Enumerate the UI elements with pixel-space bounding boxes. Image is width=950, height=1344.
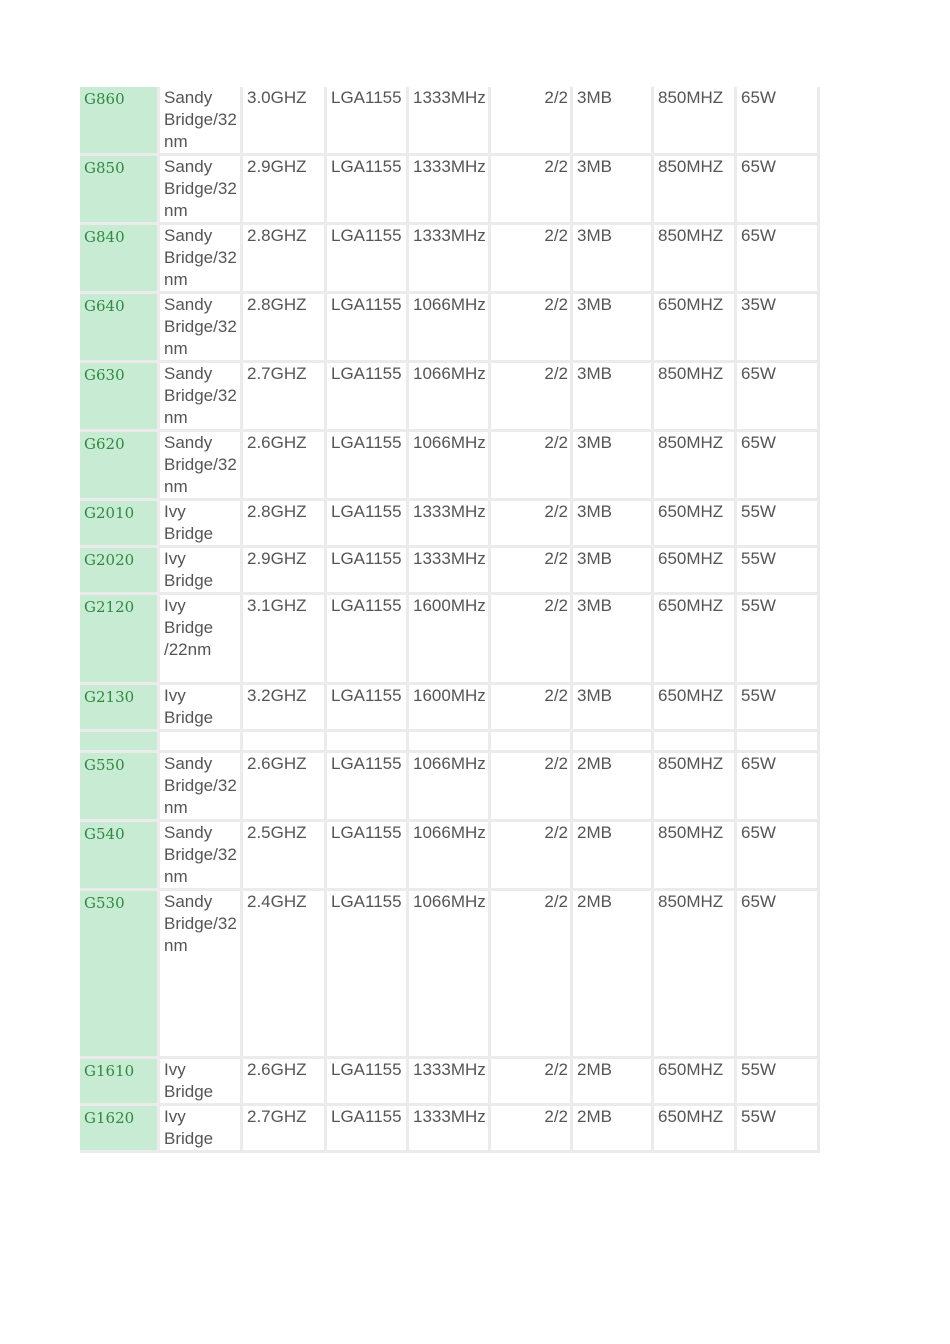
arch-line: Bridge bbox=[164, 571, 214, 590]
cell-gpu: 850MHZ bbox=[654, 432, 737, 501]
cell-gpu: 650MHZ bbox=[654, 1106, 737, 1153]
cell-freq: 2.8GHZ bbox=[243, 294, 327, 363]
cell-mem: 1333MHz bbox=[409, 1059, 491, 1106]
arch-line: /22nm bbox=[164, 640, 212, 659]
arch-line: Bridge bbox=[164, 1082, 214, 1101]
cell-mem: 1333MHz bbox=[409, 501, 491, 548]
cell-freq: 3.2GHZ bbox=[243, 685, 327, 732]
cell-cache: 2MB bbox=[573, 822, 654, 891]
cell-cores: 2/2 bbox=[491, 87, 573, 156]
cell-freq: 2.9GHZ bbox=[243, 156, 327, 225]
arch-line: Sandy bbox=[164, 157, 213, 176]
cell-cache: 3MB bbox=[573, 432, 654, 501]
cell-model: G850 bbox=[80, 156, 160, 225]
arch-line: Sandy bbox=[164, 364, 213, 383]
cell-arch bbox=[160, 732, 243, 753]
cell-cores: 2/2 bbox=[491, 753, 573, 822]
table-row bbox=[80, 685, 820, 732]
cell-socket: LGA1155 bbox=[327, 294, 409, 363]
table-row bbox=[80, 548, 820, 595]
cell-tdp: 55W bbox=[737, 501, 820, 548]
cell-tdp: 65W bbox=[737, 753, 820, 822]
cell-tdp: 65W bbox=[737, 225, 820, 294]
cell-gpu: 850MHZ bbox=[654, 753, 737, 822]
cell-mem: 1066MHz bbox=[409, 432, 491, 501]
cell-socket: LGA1155 bbox=[327, 87, 409, 156]
cell-freq: 2.8GHZ bbox=[243, 225, 327, 294]
cell-mem: 1066MHz bbox=[409, 822, 491, 891]
cell-mem: 1333MHz bbox=[409, 87, 491, 156]
cell-arch bbox=[160, 891, 243, 1059]
table-row bbox=[80, 225, 820, 294]
cell-freq: 2.6GHZ bbox=[243, 1059, 327, 1106]
arch-line: Sandy bbox=[164, 295, 213, 314]
cell-cache: 3MB bbox=[573, 156, 654, 225]
cell-model: G840 bbox=[80, 225, 160, 294]
cell-freq: 2.5GHZ bbox=[243, 822, 327, 891]
arch-line: Sandy bbox=[164, 754, 213, 773]
cell-freq bbox=[243, 732, 327, 753]
cell-gpu: 850MHZ bbox=[654, 225, 737, 294]
cell-gpu: 650MHZ bbox=[654, 685, 737, 732]
cell-cores: 2/2 bbox=[491, 1106, 573, 1153]
cell-tdp: 65W bbox=[737, 363, 820, 432]
cell-mem: 1333MHz bbox=[409, 548, 491, 595]
cell-socket: LGA1155 bbox=[327, 1059, 409, 1106]
table-row bbox=[80, 822, 820, 891]
cell-cores: 2/2 bbox=[491, 891, 573, 1059]
table-row bbox=[80, 87, 820, 156]
arch-line: nm bbox=[164, 936, 188, 955]
cell-socket: LGA1155 bbox=[327, 822, 409, 891]
arch-line: Ivy bbox=[164, 686, 186, 705]
arch-line: Bridge/32 bbox=[164, 110, 237, 129]
cell-cache: 3MB bbox=[573, 685, 654, 732]
cell-model bbox=[80, 732, 160, 753]
cell-tdp: 55W bbox=[737, 685, 820, 732]
cell-cores: 2/2 bbox=[491, 822, 573, 891]
cell-tdp: 55W bbox=[737, 1059, 820, 1106]
arch-line: Ivy bbox=[164, 596, 186, 615]
cell-gpu: 650MHZ bbox=[654, 294, 737, 363]
cell-cache: 3MB bbox=[573, 501, 654, 548]
arch-line: Bridge/32 bbox=[164, 455, 237, 474]
cell-mem bbox=[409, 732, 491, 753]
arch-line: Bridge/32 bbox=[164, 386, 237, 405]
cell-freq: 2.6GHZ bbox=[243, 753, 327, 822]
cell-freq: 2.6GHZ bbox=[243, 432, 327, 501]
cell-arch bbox=[160, 1059, 243, 1106]
arch-line: Bridge bbox=[164, 618, 214, 637]
arch-line: nm bbox=[164, 270, 188, 289]
arch-line: nm bbox=[164, 339, 188, 358]
cell-model: G1620 bbox=[80, 1106, 160, 1153]
cell-cores: 2/2 bbox=[491, 548, 573, 595]
cell-freq: 2.7GHZ bbox=[243, 363, 327, 432]
cell-socket: LGA1155 bbox=[327, 225, 409, 294]
cell-cache: 3MB bbox=[573, 294, 654, 363]
cell-gpu: 650MHZ bbox=[654, 548, 737, 595]
cell-arch bbox=[160, 294, 243, 363]
cell-model: G630 bbox=[80, 363, 160, 432]
cell-cache: 2MB bbox=[573, 1059, 654, 1106]
table-row bbox=[80, 294, 820, 363]
arch-line: Sandy bbox=[164, 892, 213, 911]
cell-model: G860 bbox=[80, 87, 160, 156]
table-row bbox=[80, 156, 820, 225]
cell-arch bbox=[160, 753, 243, 822]
cell-cores: 2/2 bbox=[491, 156, 573, 225]
cell-cores: 2/2 bbox=[491, 225, 573, 294]
cell-cores bbox=[491, 732, 573, 753]
cell-gpu: 850MHZ bbox=[654, 363, 737, 432]
arch-line: Sandy bbox=[164, 88, 213, 107]
cell-cores: 2/2 bbox=[491, 595, 573, 685]
cell-model: G640 bbox=[80, 294, 160, 363]
cell-arch bbox=[160, 87, 243, 156]
cell-socket: LGA1155 bbox=[327, 753, 409, 822]
cell-freq: 2.8GHZ bbox=[243, 501, 327, 548]
cell-cache: 3MB bbox=[573, 225, 654, 294]
cell-socket: LGA1155 bbox=[327, 595, 409, 685]
cell-tdp: 65W bbox=[737, 891, 820, 1059]
cell-arch bbox=[160, 225, 243, 294]
cell-model: G2120 bbox=[80, 595, 160, 685]
cell-tdp: 65W bbox=[737, 822, 820, 891]
cell-cache: 2MB bbox=[573, 891, 654, 1059]
cell-arch bbox=[160, 363, 243, 432]
cell-cores: 2/2 bbox=[491, 294, 573, 363]
cell-socket: LGA1155 bbox=[327, 685, 409, 732]
cell-freq: 2.7GHZ bbox=[243, 1106, 327, 1153]
cell-cores: 2/2 bbox=[491, 501, 573, 548]
cell-gpu bbox=[654, 732, 737, 753]
arch-line: nm bbox=[164, 408, 188, 427]
cell-mem: 1333MHz bbox=[409, 1106, 491, 1153]
cell-socket: LGA1155 bbox=[327, 1106, 409, 1153]
cell-model: G1610 bbox=[80, 1059, 160, 1106]
cell-cache bbox=[573, 732, 654, 753]
cell-arch bbox=[160, 595, 243, 685]
table-row bbox=[80, 595, 820, 685]
cell-cache: 3MB bbox=[573, 595, 654, 685]
cell-mem: 1333MHz bbox=[409, 156, 491, 225]
table-row bbox=[80, 753, 820, 822]
cell-socket: LGA1155 bbox=[327, 891, 409, 1059]
arch-line: nm bbox=[164, 201, 188, 220]
cell-cache: 2MB bbox=[573, 753, 654, 822]
cell-socket: LGA1155 bbox=[327, 501, 409, 548]
cell-arch bbox=[160, 548, 243, 595]
cell-socket bbox=[327, 732, 409, 753]
cell-arch bbox=[160, 432, 243, 501]
cell-mem: 1600MHz bbox=[409, 685, 491, 732]
arch-line: Sandy bbox=[164, 823, 213, 842]
cell-gpu: 850MHZ bbox=[654, 822, 737, 891]
cell-model: G540 bbox=[80, 822, 160, 891]
cell-model: G2010 bbox=[80, 501, 160, 548]
arch-line: Bridge/32 bbox=[164, 914, 237, 933]
cell-gpu: 650MHZ bbox=[654, 501, 737, 548]
cell-tdp: 55W bbox=[737, 1106, 820, 1153]
cell-socket: LGA1155 bbox=[327, 156, 409, 225]
arch-line: Ivy bbox=[164, 1107, 186, 1126]
cell-tdp: 65W bbox=[737, 87, 820, 156]
arch-line: Bridge/32 bbox=[164, 845, 237, 864]
cell-cores: 2/2 bbox=[491, 432, 573, 501]
cell-mem: 1333MHz bbox=[409, 225, 491, 294]
cell-cache: 3MB bbox=[573, 548, 654, 595]
cell-tdp: 55W bbox=[737, 548, 820, 595]
arch-line: Sandy bbox=[164, 226, 213, 245]
table-row bbox=[80, 363, 820, 432]
cell-arch bbox=[160, 501, 243, 548]
cell-tdp bbox=[737, 732, 820, 753]
cell-freq: 2.9GHZ bbox=[243, 548, 327, 595]
arch-line: Bridge bbox=[164, 708, 214, 727]
cell-mem: 1600MHz bbox=[409, 595, 491, 685]
cell-cache: 2MB bbox=[573, 1106, 654, 1153]
cell-arch bbox=[160, 822, 243, 891]
arch-line: Sandy bbox=[164, 433, 213, 452]
cell-model: G2020 bbox=[80, 548, 160, 595]
table-row bbox=[80, 501, 820, 548]
arch-line: nm bbox=[164, 132, 188, 151]
cell-gpu: 850MHZ bbox=[654, 156, 737, 225]
table-row bbox=[80, 432, 820, 501]
cell-freq: 3.1GHZ bbox=[243, 595, 327, 685]
cell-socket: LGA1155 bbox=[327, 548, 409, 595]
arch-line: nm bbox=[164, 798, 188, 817]
cell-gpu: 650MHZ bbox=[654, 595, 737, 685]
cell-arch bbox=[160, 685, 243, 732]
cell-gpu: 650MHZ bbox=[654, 1059, 737, 1106]
cell-freq: 3.0GHZ bbox=[243, 87, 327, 156]
arch-line: Bridge/32 bbox=[164, 248, 237, 267]
cell-mem: 1066MHz bbox=[409, 891, 491, 1059]
arch-line: nm bbox=[164, 477, 188, 496]
cell-cache: 3MB bbox=[573, 87, 654, 156]
arch-line: Bridge bbox=[164, 1129, 214, 1148]
cell-model: G530 bbox=[80, 891, 160, 1059]
cell-socket: LGA1155 bbox=[327, 432, 409, 501]
arch-line: Ivy bbox=[164, 502, 186, 521]
cpu-spec-table bbox=[80, 87, 820, 1153]
cell-tdp: 35W bbox=[737, 294, 820, 363]
cell-model: G620 bbox=[80, 432, 160, 501]
cell-arch bbox=[160, 156, 243, 225]
cell-cache: 3MB bbox=[573, 363, 654, 432]
arch-line: Bridge bbox=[164, 524, 214, 543]
table-row bbox=[80, 732, 820, 753]
arch-line: Bridge/32 bbox=[164, 317, 237, 336]
table-row bbox=[80, 1106, 820, 1153]
cell-cores: 2/2 bbox=[491, 685, 573, 732]
cell-tdp: 65W bbox=[737, 156, 820, 225]
cell-mem: 1066MHz bbox=[409, 753, 491, 822]
cell-model: G2130 bbox=[80, 685, 160, 732]
table-row bbox=[80, 891, 820, 1059]
arch-line: nm bbox=[164, 867, 188, 886]
arch-line: Ivy bbox=[164, 1060, 186, 1079]
cell-tdp: 55W bbox=[737, 595, 820, 685]
cell-model: G550 bbox=[80, 753, 160, 822]
cell-socket: LGA1155 bbox=[327, 363, 409, 432]
cell-gpu: 850MHZ bbox=[654, 891, 737, 1059]
arch-line: Bridge/32 bbox=[164, 776, 237, 795]
cell-cores: 2/2 bbox=[491, 363, 573, 432]
table-row bbox=[80, 1059, 820, 1106]
cell-mem: 1066MHz bbox=[409, 294, 491, 363]
cell-tdp: 65W bbox=[737, 432, 820, 501]
arch-line: Ivy bbox=[164, 549, 186, 568]
table-body bbox=[80, 87, 820, 1153]
cell-mem: 1066MHz bbox=[409, 363, 491, 432]
cell-cores: 2/2 bbox=[491, 1059, 573, 1106]
cell-freq: 2.4GHZ bbox=[243, 891, 327, 1059]
arch-line: Bridge/32 bbox=[164, 179, 237, 198]
cell-gpu: 850MHZ bbox=[654, 87, 737, 156]
cell-arch bbox=[160, 1106, 243, 1153]
